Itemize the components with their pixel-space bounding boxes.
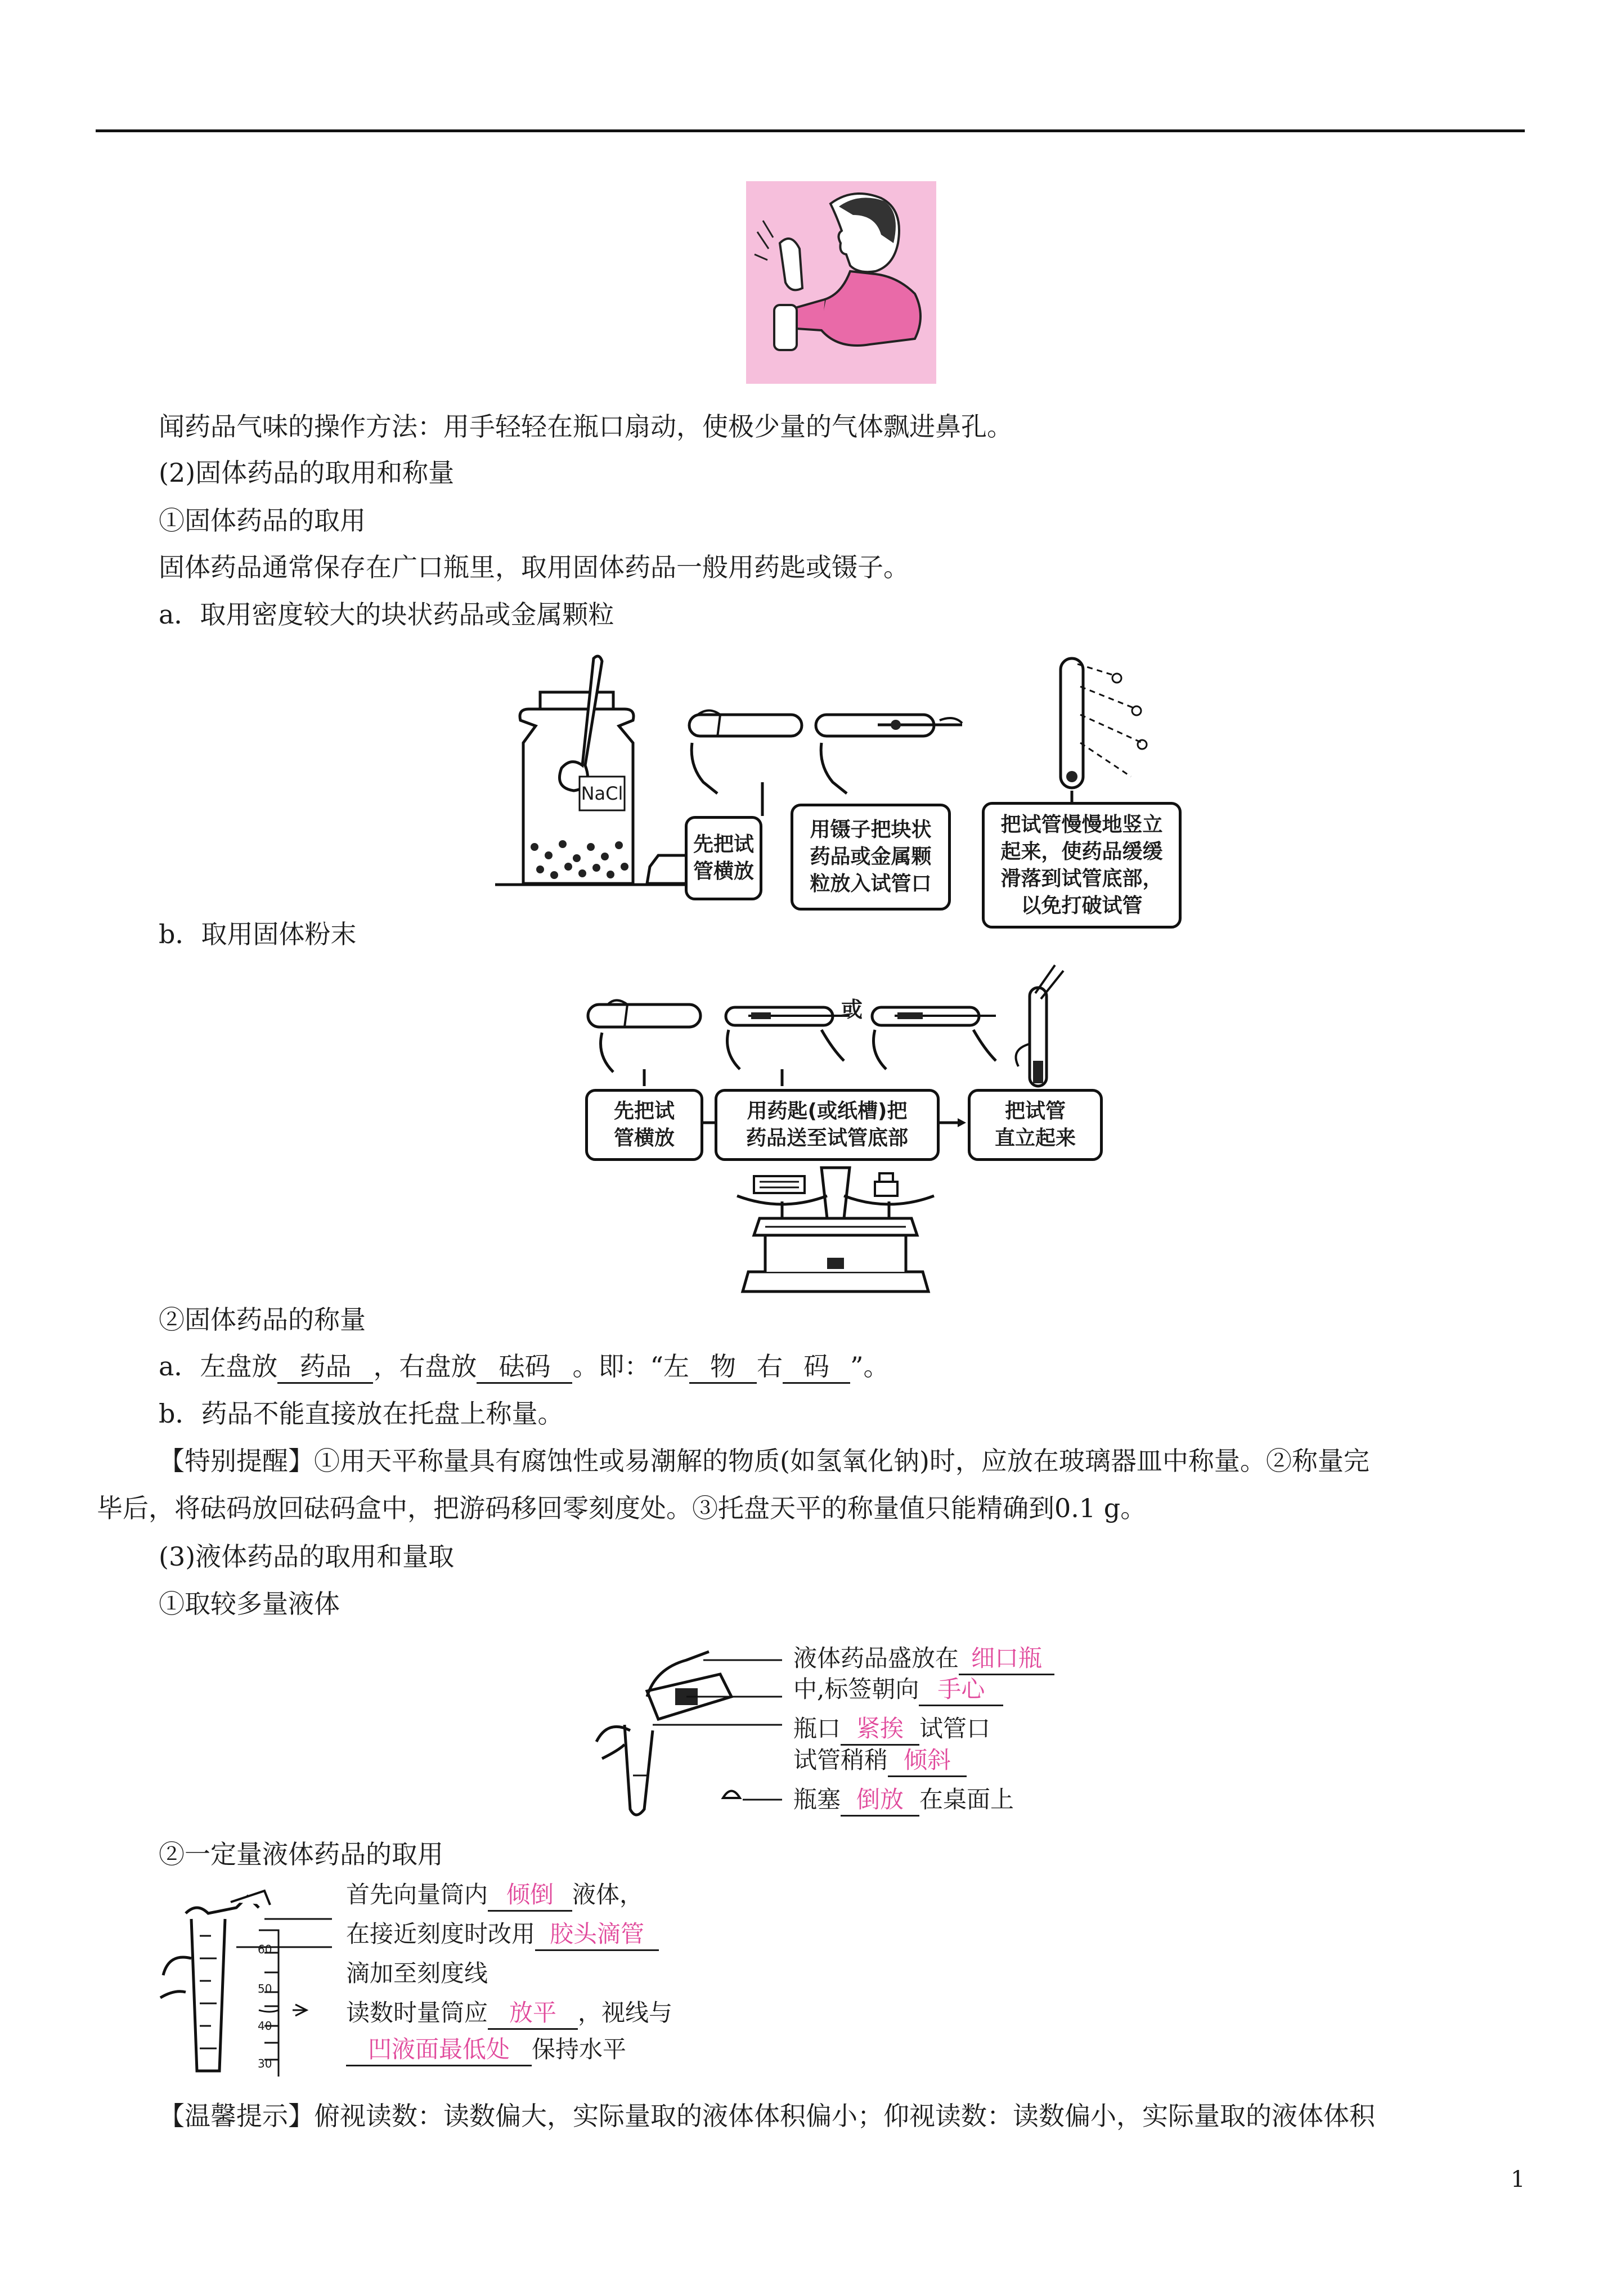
answer-blank-4: [783, 1351, 850, 1384]
liquid-1-title: ①取较多量液体: [159, 1589, 340, 1619]
step-a3-line2: 起来，使药品缓缓: [1000, 840, 1163, 863]
liq1-l2-ans: 手心: [919, 1674, 1003, 1706]
item-a-label: a．取用密度较大的块状药品或金属颗粒: [159, 599, 614, 630]
weigh-a-mid3: 右: [756, 1351, 783, 1382]
step-a2-line3: 粒放入试管口: [810, 872, 932, 895]
figure-powder: [585, 959, 1103, 1150]
step-a3-line3: 滑落到试管底部，: [1000, 867, 1163, 890]
liq2-l4-ans: 放平: [488, 1998, 578, 2030]
liq2-line2: [346, 1919, 659, 1951]
liq1-l1-pre: 液体药品盛放在: [793, 1644, 959, 1672]
liq2-line5: [346, 2034, 626, 2066]
liq2-l5-post: 保持水平: [532, 2035, 627, 2063]
weigh-line-a: [159, 1349, 890, 1384]
step-b3-box: [968, 1089, 1103, 1161]
warm-tip: 【温馨提示】俯视读数：读数偏大，实际量取的液体体积偏小；仰视读数：读数偏小，实际量取的液体体积: [159, 2101, 1375, 2131]
step-a3-line1: 把试管慢慢地竖立: [1000, 813, 1163, 836]
section-3-title: (3)液体药品的取用和量取: [159, 1541, 455, 1572]
scale-50: 50: [258, 1982, 272, 1995]
step-a1-line2: 管横放: [693, 860, 754, 883]
liq1-line5: [793, 1784, 1014, 1817]
balance-figure: [731, 1156, 940, 1297]
subsection-2-title: ②固体药品的称量: [159, 1304, 366, 1335]
weigh-line-b: b．药品不能直接放在托盘上称量。: [159, 1398, 564, 1429]
liq2-l1-post: 液体，: [572, 1881, 644, 1908]
scale-40: 40: [258, 2019, 272, 2033]
weigh-a-ans4: 码: [803, 1351, 829, 1382]
liq2-l4-post: ，视线与: [578, 1999, 673, 2026]
subsection-1-title: ①固体药品的取用: [159, 505, 366, 536]
liq1-l1-ans: 细口瓶: [959, 1643, 1054, 1675]
weigh-a-ans2: 砝码: [499, 1351, 551, 1382]
scale-30: 30: [258, 2057, 272, 2070]
step-b2-box: [715, 1089, 940, 1161]
special-reminder-line1: 【特别提醒】①用天平称量具有腐蚀性或易潮解的物质(如氢氧化钠)时，应放在玻璃器皿中称量。②称量完: [159, 1446, 1369, 1476]
step-b1-line1: 先把试: [613, 1100, 675, 1123]
special-reminder-line2: 毕后，将砝码放回砝码盒中，把游码移回零刻度处。③托盘天平的称量值只能精确到0.1 g。: [97, 1493, 1147, 1523]
liq1-l3-ans: 紧挨: [841, 1714, 919, 1746]
weigh-a-mid: ，右盘放: [373, 1351, 477, 1382]
step-a3-line4: 以免打破试管: [1021, 894, 1143, 917]
liquid-2-title: ②一定量液体药品的取用: [159, 1839, 443, 1869]
answer-blank-3: [689, 1351, 757, 1384]
page-number: 1: [1511, 2167, 1525, 2192]
liq2-l4-pre: 读数时量筒应: [346, 1999, 488, 2026]
step-a3-box: [982, 802, 1182, 929]
step-b1-box: [585, 1089, 703, 1161]
liq1-l5-pre: 瓶塞: [793, 1786, 841, 1813]
jar-label-nacl: NaCl: [581, 783, 623, 804]
liq2-l1-ans: 倾倒: [488, 1880, 572, 1912]
liq2-l2-pre: 在接近刻度时改用: [346, 1920, 536, 1948]
liq1-l5-post: 在桌面上: [919, 1786, 1014, 1813]
subsection-1-desc: 固体药品通常保存在广口瓶里，取用固体药品一般用药匙或镊子。: [159, 552, 909, 582]
liq2-l1-pre: 首先向量筒内: [346, 1881, 488, 1908]
step-a2-line1: 用镊子把块状: [810, 818, 932, 841]
figure-block-solids: [495, 653, 1182, 917]
step-a2-box: [791, 804, 951, 911]
step-a2-line2: 药品或金属颗: [810, 845, 932, 868]
or-text: 或: [841, 997, 863, 1022]
liq1-line3: [793, 1714, 990, 1746]
answer-blank-1: [277, 1351, 373, 1384]
item-b-label: b．取用固体粉末: [159, 919, 357, 949]
step-b2-line2: 药品送至试管底部: [746, 1127, 908, 1150]
liq2-line1: [346, 1880, 643, 1912]
liq1-line4: [793, 1745, 967, 1777]
header-rule: [96, 129, 1525, 132]
liq1-line2: [793, 1674, 1003, 1706]
step-b3-line2: 直立起来: [994, 1127, 1076, 1150]
liq2-l5-ans: 凹液面最低处: [346, 2034, 532, 2066]
liq1-l5-ans: 倒放: [841, 1784, 919, 1817]
liq2-l2-ans: 胶头滴管: [535, 1919, 659, 1951]
step-b2-line1: 用药匙(或纸槽)把: [747, 1100, 908, 1123]
section-2-title: (2)固体药品的取用和称量: [159, 458, 455, 488]
weigh-a-ans3: 物: [710, 1351, 736, 1382]
weigh-a-ans1: 药品: [299, 1351, 352, 1382]
smell-method-text: 闻药品气味的操作方法：用手轻轻在瓶口扇动，使极少量的气体飘进鼻孔。: [159, 411, 1013, 442]
scale-60: 60: [258, 1943, 272, 1956]
liq1-l2-pre: 中,标签朝向: [793, 1675, 919, 1703]
liq1-l3-pre: 瓶口: [793, 1715, 841, 1742]
weigh-a-prefix: a．左盘放: [159, 1351, 278, 1382]
figure-pour-liquid: [591, 1640, 1052, 1820]
step-a1-line1: 先把试: [693, 833, 754, 856]
liq1-line1: [793, 1643, 1054, 1675]
step-a1-box: [685, 816, 762, 900]
smelling-figure: [746, 181, 936, 384]
step-b3-line1: 把试管: [1004, 1100, 1066, 1123]
liq2-line4: [346, 1998, 672, 2030]
liq1-l4-ans: 倾斜: [888, 1745, 967, 1777]
weigh-a-mid2: 。即：“左: [572, 1351, 689, 1382]
figure-measure-liquid: [152, 1880, 715, 2077]
liq1-l4-pre: 试管稍稍: [793, 1746, 888, 1774]
answer-blank-2: [477, 1351, 572, 1384]
liq1-l3-post: 试管口: [919, 1715, 991, 1742]
weigh-a-end: ”。: [850, 1351, 890, 1382]
liq2-line3: 滴加至刻度线: [346, 1959, 488, 1987]
step-b1-line2: 管横放: [613, 1127, 675, 1150]
